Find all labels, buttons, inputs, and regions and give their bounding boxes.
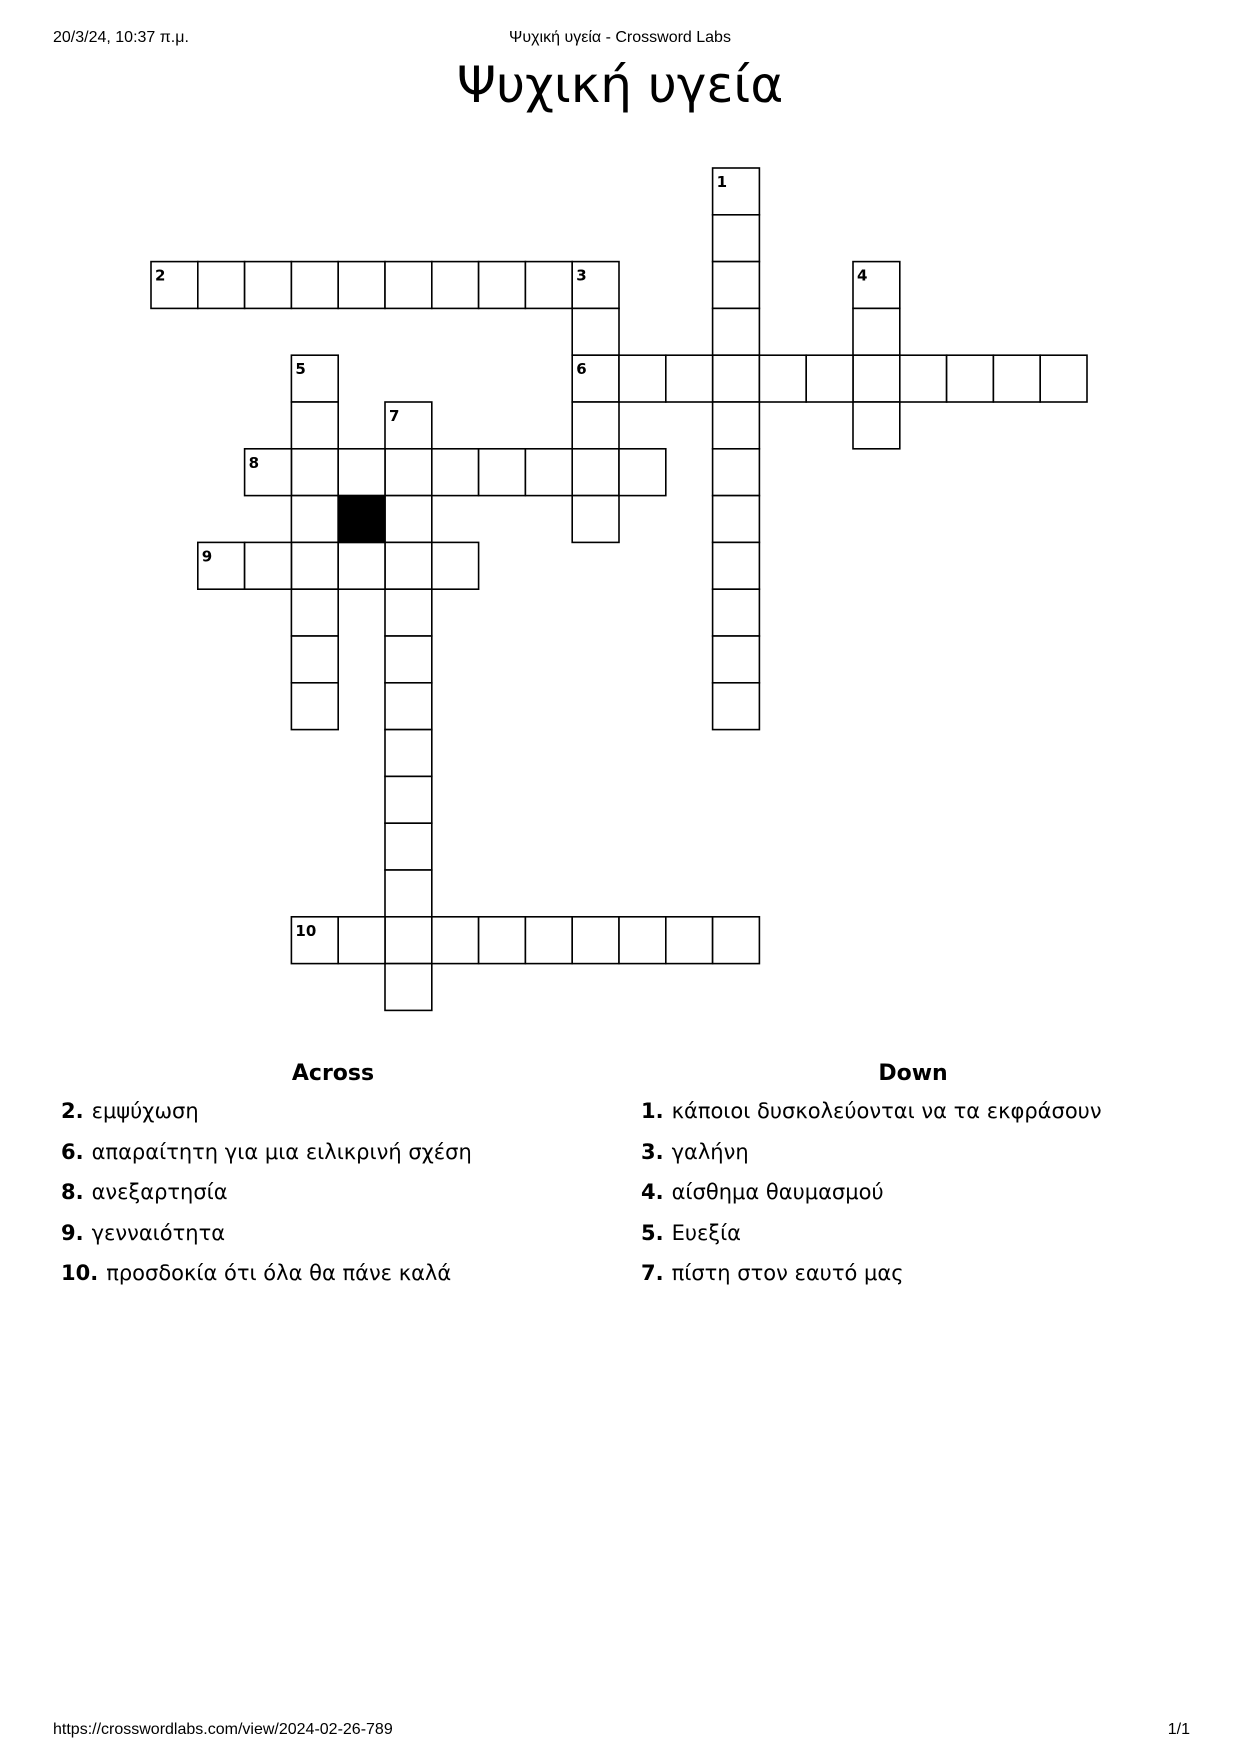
across-clue — [61, 1095, 472, 1136]
cell-number: 1 — [716, 173, 728, 191]
down-clue — [641, 1217, 1102, 1258]
crossword-cell[interactable] — [619, 355, 666, 402]
crossword-cell[interactable] — [385, 449, 432, 496]
clue-number: 6. — [61, 1139, 84, 1164]
crossword-cell[interactable] — [525, 449, 572, 496]
crossword-cell[interactable] — [291, 636, 338, 683]
cell-number: 4 — [857, 266, 868, 285]
crossword-cell[interactable] — [572, 917, 619, 964]
print-date-time: 20/3/24, 10:37 π.μ. — [53, 29, 189, 46]
crossword-cell[interactable] — [572, 262, 619, 309]
clue-number: 4. — [641, 1180, 664, 1204]
clue-number: 3. — [641, 1139, 664, 1164]
down-clue — [641, 1136, 1102, 1177]
crossword-cell[interactable] — [713, 168, 760, 215]
crossword-cell[interactable] — [479, 917, 526, 964]
clue-text: γαλήνη — [671, 1139, 749, 1164]
crossword-cell[interactable] — [572, 449, 619, 496]
cell-number: 7 — [389, 407, 400, 425]
crossword-cell[interactable] — [1040, 355, 1087, 402]
clue-number: 9. — [61, 1220, 84, 1245]
crossword-cell[interactable] — [385, 776, 432, 823]
crossword-cell[interactable] — [432, 262, 479, 309]
crossword-cell[interactable] — [291, 589, 338, 636]
down-clue — [641, 1095, 1102, 1136]
crossword-cell[interactable] — [525, 917, 572, 964]
crossword-cell[interactable] — [291, 542, 338, 589]
down-heading: Down — [878, 1061, 948, 1086]
clue-text: Ευεξία — [671, 1220, 742, 1245]
down-clue — [641, 1257, 1102, 1298]
cell-number: 9 — [201, 547, 213, 566]
clue-number: 2. — [61, 1099, 84, 1123]
crossword-cell[interactable] — [572, 496, 619, 543]
crossword-cell[interactable] — [385, 636, 432, 683]
crossword-cell[interactable] — [713, 683, 760, 730]
crossword-cell[interactable] — [432, 449, 479, 496]
crossword-cell[interactable] — [713, 308, 760, 355]
crossword-cell[interactable] — [572, 355, 619, 402]
crossword-cell[interactable] — [479, 262, 526, 309]
across-clue — [61, 1176, 472, 1217]
clue-text: απαραίτητη για μια ειλικρινή σχέση — [91, 1139, 472, 1164]
print-page-count: 1/1 — [1167, 1721, 1190, 1738]
crossword-cell[interactable] — [572, 308, 619, 355]
crossword-cell[interactable] — [619, 917, 666, 964]
across-heading: Across — [291, 1061, 375, 1086]
clue-text: γενναιότητα — [91, 1220, 226, 1245]
crossword-cell[interactable] — [713, 262, 760, 309]
crossword-cell[interactable] — [853, 402, 900, 449]
crossword-cell[interactable] — [713, 355, 760, 402]
cell-number: 10 — [295, 921, 317, 940]
crossword-cell[interactable] — [385, 870, 432, 917]
clue-text: πίστη στον εαυτό μας — [671, 1261, 904, 1285]
crossword-cell[interactable] — [291, 449, 338, 496]
crossword-cell[interactable] — [385, 496, 432, 543]
crossword-cell[interactable] — [385, 683, 432, 730]
crossword-cell[interactable] — [338, 542, 385, 589]
puzzle-title: Ψυχική υγεία — [456, 56, 784, 114]
cell-number: 3 — [576, 266, 587, 285]
crossword-cell[interactable] — [713, 215, 760, 262]
crossword-cell[interactable] — [572, 402, 619, 449]
across-clue — [61, 1217, 472, 1258]
crossword-cell[interactable] — [291, 496, 338, 543]
clue-number: 1. — [641, 1099, 664, 1123]
crossword-cell[interactable] — [338, 449, 385, 496]
crossword-cell[interactable] — [853, 355, 900, 402]
clue-text: αίσθημα θαυμασμού — [671, 1180, 884, 1204]
crossword-cell[interactable] — [291, 683, 338, 730]
crossword-cell[interactable] — [385, 402, 432, 449]
crossword-cell[interactable] — [245, 262, 292, 309]
crossword-cell[interactable] — [525, 262, 572, 309]
crossword-cell[interactable] — [759, 355, 806, 402]
crossword-cell[interactable] — [385, 730, 432, 777]
crossword-cell[interactable] — [338, 917, 385, 964]
cell-number: 8 — [248, 453, 260, 472]
down-clue — [641, 1176, 1102, 1217]
crossword-cell[interactable] — [947, 355, 994, 402]
blocked-cell — [338, 496, 385, 543]
crossword-cell[interactable] — [291, 402, 338, 449]
crossword-cell[interactable] — [151, 262, 198, 309]
crossword-cell[interactable] — [900, 355, 947, 402]
down-clue-list — [641, 1095, 1102, 1298]
crossword-cell[interactable] — [198, 542, 245, 589]
crossword-cell[interactable] — [245, 542, 292, 589]
crossword-cell[interactable] — [713, 449, 760, 496]
crossword-cell[interactable] — [385, 589, 432, 636]
cell-number: 2 — [155, 266, 166, 285]
clue-text: προσδοκία ότι όλα θα πάνε καλά — [106, 1261, 452, 1285]
crossword-cell[interactable] — [713, 589, 760, 636]
print-page-url: https://crosswordlabs.com/view/2024-02-26-789 — [53, 1721, 393, 1738]
across-clue — [61, 1257, 472, 1298]
crossword-cell[interactable] — [619, 449, 666, 496]
crossword-cell[interactable] — [385, 917, 432, 964]
crossword-cell[interactable] — [245, 449, 292, 496]
crossword-cell[interactable] — [713, 542, 760, 589]
crossword-cell[interactable] — [993, 355, 1040, 402]
cell-number: 5 — [295, 360, 306, 379]
crossword-cell[interactable] — [198, 262, 245, 309]
clue-number: 5. — [641, 1220, 664, 1245]
crossword-cell[interactable] — [713, 402, 760, 449]
clue-number: 10. — [61, 1261, 99, 1285]
print-page-title: Ψυχική υγεία - Crossword Labs — [509, 29, 731, 46]
clue-number: 8. — [61, 1180, 84, 1204]
crossword-cell[interactable] — [385, 823, 432, 870]
clue-text: κάποιοι δυσκολεύονται να τα εκφράσουν — [671, 1099, 1102, 1123]
crossword-cell[interactable] — [291, 355, 338, 402]
crossword-cell[interactable] — [385, 262, 432, 309]
clue-text: εμψύχωση — [91, 1099, 199, 1123]
across-clue-list — [61, 1095, 472, 1298]
crossword-cell[interactable] — [666, 917, 713, 964]
clue-text: ανεξαρτησία — [91, 1180, 228, 1204]
crossword-cell[interactable] — [432, 917, 479, 964]
across-clue — [61, 1136, 472, 1177]
crossword-cell[interactable] — [291, 262, 338, 309]
crossword-cell[interactable] — [385, 964, 432, 1011]
cell-number: 6 — [576, 360, 587, 379]
crossword-cell[interactable] — [713, 636, 760, 683]
crossword-cell[interactable] — [713, 496, 760, 543]
crossword-cell[interactable] — [479, 449, 526, 496]
crossword-cell[interactable] — [432, 542, 479, 589]
crossword-cell[interactable] — [666, 355, 713, 402]
crossword-cell[interactable] — [291, 917, 338, 964]
crossword-cell[interactable] — [385, 542, 432, 589]
crossword-cell[interactable] — [713, 917, 760, 964]
crossword-cell[interactable] — [853, 308, 900, 355]
clue-number: 7. — [641, 1261, 664, 1285]
crossword-cell[interactable] — [338, 262, 385, 309]
crossword-cell[interactable] — [806, 355, 853, 402]
crossword-cell[interactable] — [853, 262, 900, 309]
